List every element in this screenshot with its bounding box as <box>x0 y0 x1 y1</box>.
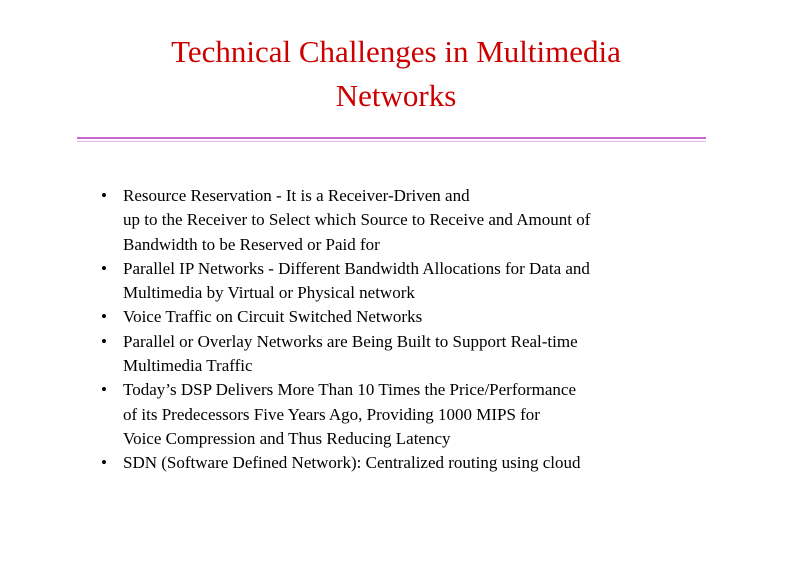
bullet-line: Bandwidth to be Reserved or Paid for <box>123 234 380 254</box>
slide-title <box>96 30 696 118</box>
bullet-marker: • <box>101 331 107 351</box>
bullet-line: Voice Traffic on Circuit Switched Networks <box>123 307 423 327</box>
bullet-item <box>96 330 696 379</box>
bullet-item <box>96 451 696 475</box>
bullet-marker: • <box>101 307 107 327</box>
slide-title-line-2: Networks <box>335 78 457 113</box>
bullet-line: of its Predecessors Five Years Ago, Providing 1000 MIPS for <box>123 404 540 424</box>
bullet-line: Today’s DSP Delivers More Than 10 Times the Price/Performance <box>123 380 577 400</box>
bullet-item <box>96 305 696 329</box>
bullet-line: SDN (Software Defined Network): Centralized routing using cloud <box>123 453 581 473</box>
bullet-marker: • <box>101 380 107 400</box>
bullet-marker: • <box>101 186 107 205</box>
bullet-line: Parallel IP Networks - Different Bandwidth Allocations for Data and <box>123 258 590 278</box>
bullet-line: Voice Compression and Thus Reducing Latency <box>123 428 451 448</box>
bullet-marker: • <box>101 453 107 473</box>
bullet-line: Resource Reservation - It is a Receiver-Driven and <box>123 186 470 205</box>
bullet-item <box>96 184 696 257</box>
bullet-line: Multimedia Traffic <box>123 356 253 376</box>
title-divider-shadow <box>77 141 706 142</box>
slide-title-line-1: Technical Challenges in Multimedia <box>171 34 621 69</box>
bullet-marker: • <box>101 258 107 278</box>
title-divider <box>77 137 706 139</box>
bullet-item <box>96 257 696 306</box>
bullet-line: Multimedia by Virtual or Physical network <box>123 283 415 303</box>
bullet-line: up to the Receiver to Select which Source to Receive and Amount of <box>123 210 591 230</box>
bullet-line: Parallel or Overlay Networks are Being Built to Support Real-time <box>123 331 578 351</box>
bullet-item <box>96 378 696 451</box>
bullet-list <box>96 184 696 476</box>
